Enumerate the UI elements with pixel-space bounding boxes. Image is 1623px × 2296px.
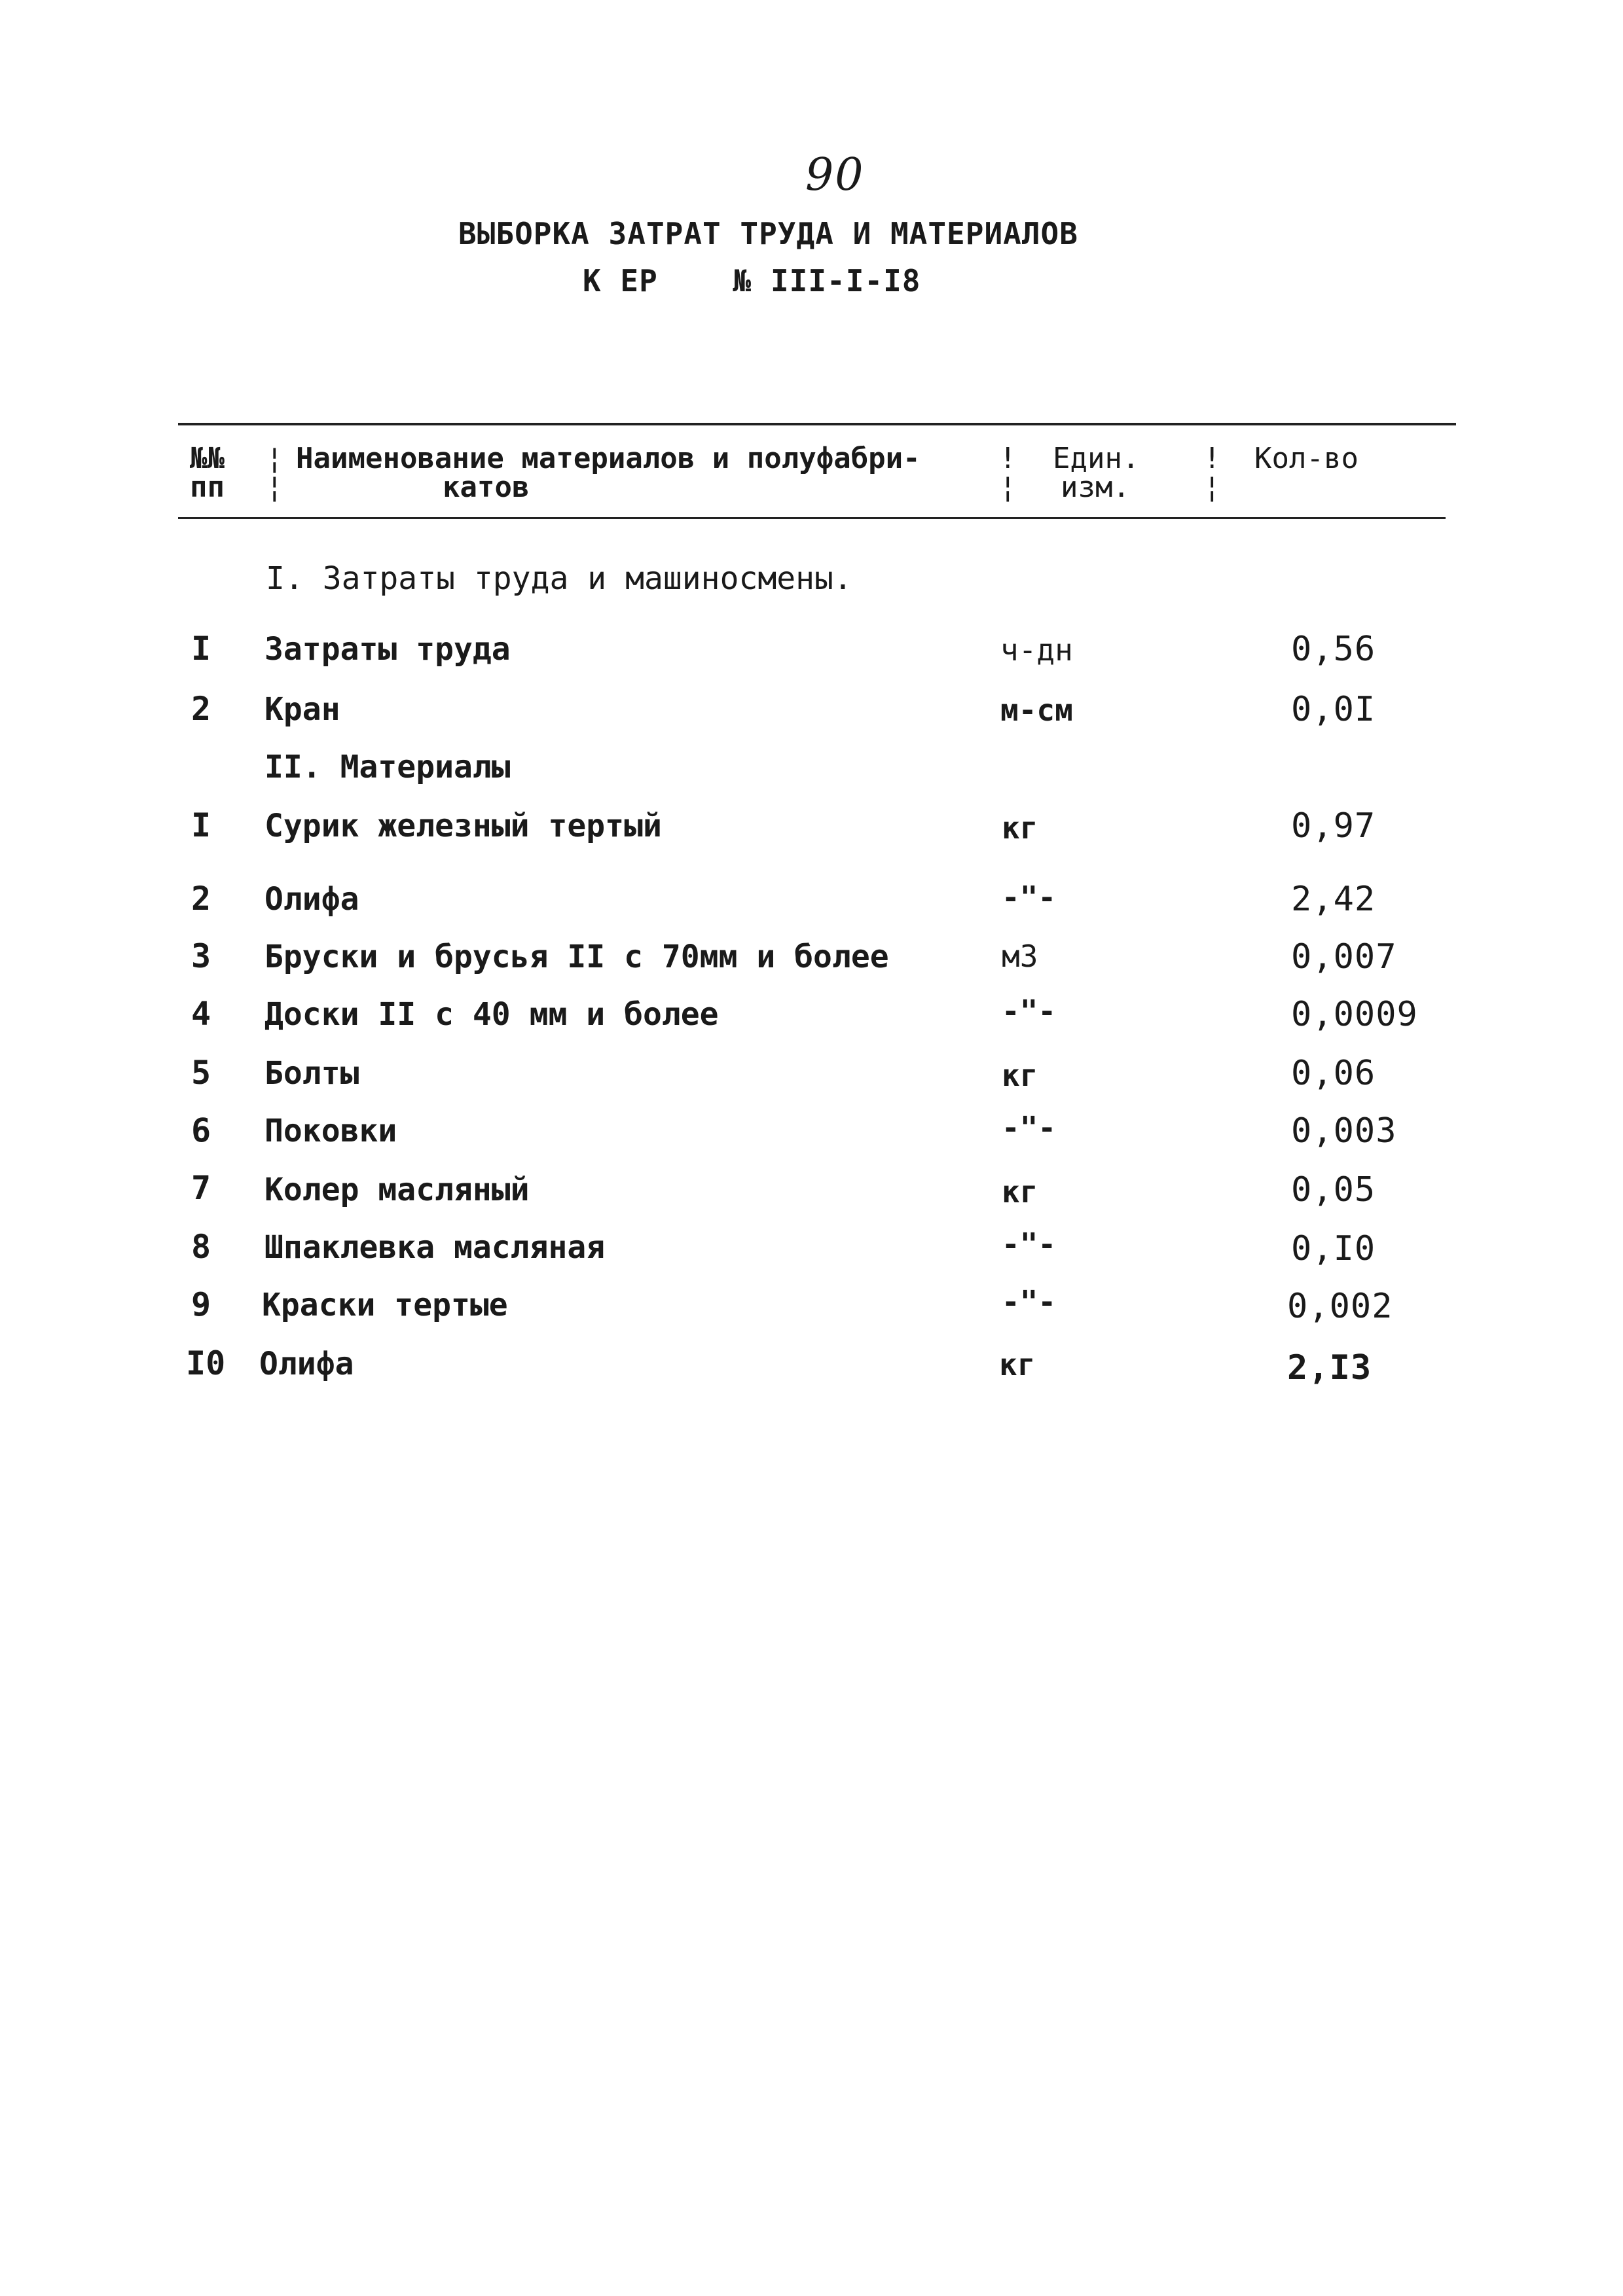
row-number: I [191, 806, 211, 844]
page-number: 90 [805, 149, 865, 201]
row-unit: м3 [1002, 939, 1038, 974]
row-qty: 2,I3 [1287, 1348, 1372, 1388]
row-qty: 0,007 [1291, 937, 1397, 977]
row-name: Краски тертые [262, 1287, 508, 1323]
header-divider-1: ¦ [266, 442, 283, 475]
header-unit-line1: Един. [1053, 442, 1140, 475]
header-no-line2: пп [190, 471, 225, 504]
row-number: 2 [191, 690, 211, 728]
row-qty: 0,05 [1291, 1170, 1376, 1210]
row-name: Доски II с 40 мм и более [264, 996, 719, 1033]
row-number: 4 [191, 995, 211, 1033]
row-number: 7 [191, 1169, 211, 1207]
row-name: Шпаклевка масляная [264, 1229, 606, 1266]
row-number: I0 [186, 1344, 226, 1382]
row-number: 5 [191, 1054, 211, 1092]
row-unit: -"- [1002, 1227, 1057, 1262]
row-unit: м-см [1000, 692, 1073, 728]
row-unit: ч-дн [1000, 632, 1073, 668]
row-number: 6 [191, 1111, 211, 1149]
header-divider-3b: ¦ [1203, 471, 1221, 504]
row-name: Сурик железный тертый [264, 808, 662, 844]
row-number: 8 [191, 1228, 211, 1266]
row-unit: -"- [1002, 1284, 1057, 1319]
table-header-rule [178, 517, 1446, 519]
row-name: Кран [264, 691, 340, 728]
document-title: ВЫБОРКА ЗАТРАТ ТРУДА И МАТЕРИАЛОВ [458, 216, 1078, 251]
row-qty: 0,06 [1291, 1054, 1376, 1093]
row-name: Болты [264, 1055, 359, 1092]
table-top-rule [178, 423, 1456, 425]
row-name: Поковки [264, 1113, 397, 1149]
row-qty: 0,003 [1291, 1111, 1397, 1151]
row-name: Олифа [259, 1346, 354, 1382]
header-divider-1b: ¦ [266, 471, 283, 504]
row-name: Затраты труда [264, 631, 511, 668]
row-unit: кг [999, 1347, 1036, 1382]
row-number: 2 [191, 880, 211, 918]
row-qty: 0,0I [1291, 690, 1376, 729]
header-unit-line2: изм. [1061, 471, 1130, 504]
row-qty: 0,002 [1287, 1287, 1393, 1326]
header-divider-2: ! [999, 442, 1017, 475]
row-unit: -"- [1002, 1110, 1057, 1145]
section-title-labor: I. Затраты труда и машиносмены. [266, 560, 852, 597]
row-number: 9 [191, 1285, 211, 1323]
row-unit: кг [1002, 1058, 1038, 1093]
header-qty: Кол-во [1254, 442, 1359, 475]
header-divider-3: ! [1203, 442, 1221, 475]
section-title-materials: II. Материалы [264, 749, 511, 785]
row-qty: 0,56 [1291, 630, 1376, 669]
row-qty: 0,0009 [1291, 995, 1418, 1034]
row-unit: кг [1002, 810, 1038, 846]
document-subtitle: К ЕР № III-I-I8 [583, 263, 921, 298]
row-qty: 2,42 [1291, 880, 1376, 919]
row-qty: 0,97 [1291, 806, 1376, 846]
row-unit: кг [1002, 1174, 1038, 1210]
header-divider-2b: ¦ [999, 471, 1017, 504]
header-no-line1: №№ [190, 442, 225, 475]
row-name: Олифа [264, 881, 359, 918]
row-unit: -"- [1002, 994, 1057, 1029]
row-number: 3 [191, 937, 211, 975]
header-name-line2: катов [443, 471, 530, 504]
header-name-line1: Наименование материалов и полуфабри- [296, 442, 921, 475]
row-qty: 0,I0 [1291, 1229, 1376, 1268]
row-name: Бруски и брусья II с 70мм и более [264, 939, 889, 975]
row-number: I [191, 630, 211, 668]
row-name: Колер масляный [264, 1172, 530, 1208]
row-unit: -"- [1002, 880, 1057, 915]
